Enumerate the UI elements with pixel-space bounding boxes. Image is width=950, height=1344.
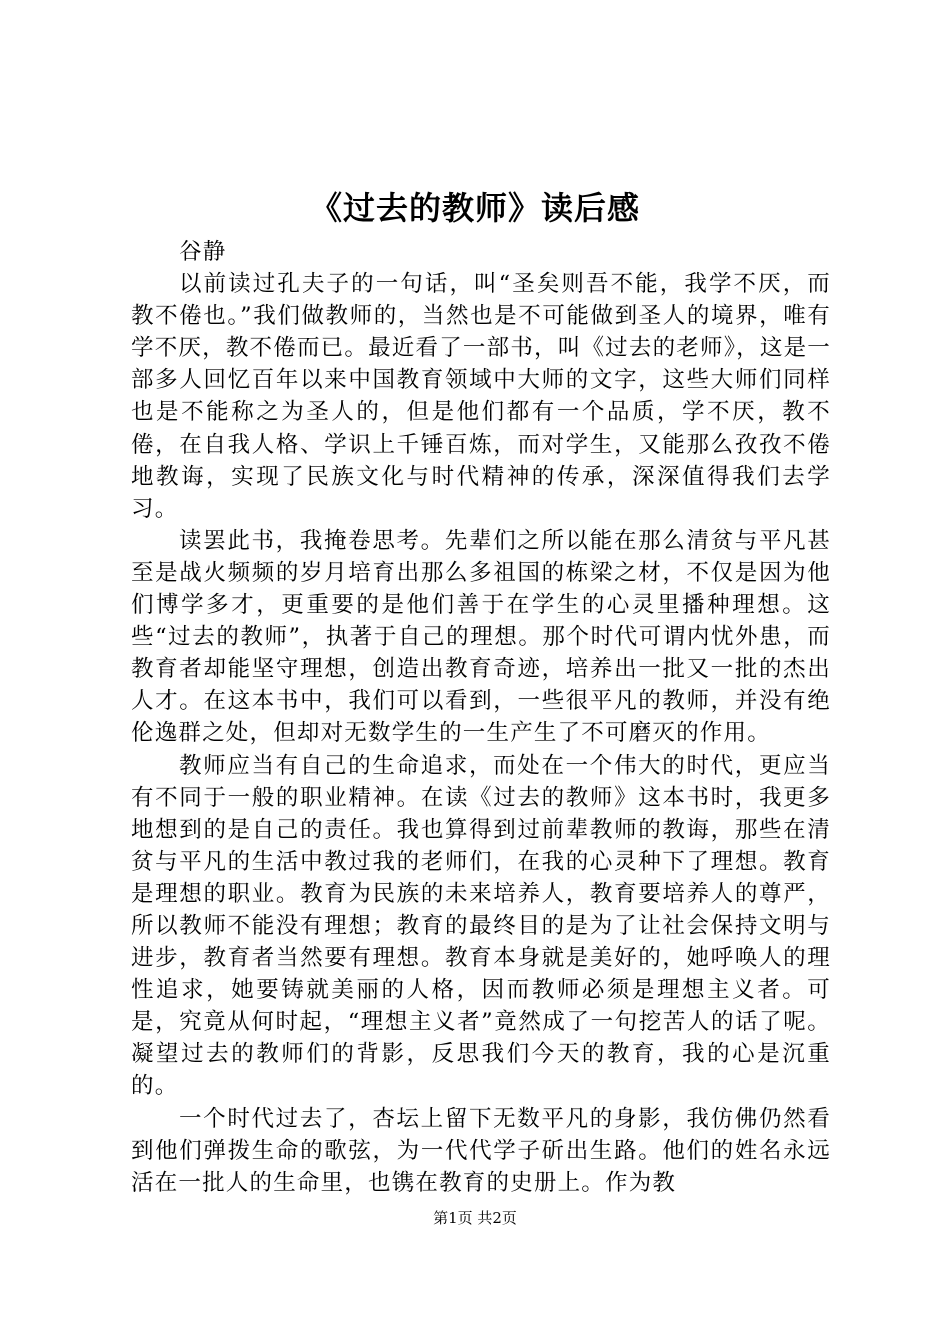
paragraph-3: 教师应当有自己的生命追求，而处在一个伟大的时代，更应当有不同于一般的职业精神。在读《过去的教师》这本书时，我更多地想到的是自己的责任。我也算得到过前辈教师的教诲，那些在清贫与平凡的生活中教过我的老师们，在我的心灵种下了理想。教育是理想的职业。教育为民族的未来培养人，教育要培养人的尊严，所以教师不能没有理想；教育的最终目的是为了让社会保持文明与进步，教育者当然要有理想。教育本身就是美好的，她呼唤人的理性追求，她要铸就美丽的人格，因而教师必须是理想主义者。可是，究竟从何时起，“理想主义者”竟然成了一句挖苦人的话了呢。凝望过去的教师们的背影，反思我们今天的教育，我的心是沉重的。 bbox=[131, 752, 831, 1100]
document-body bbox=[131, 236, 831, 1199]
paragraph-2: 读罢此书，我掩卷思考。先辈们之所以能在那么清贫与平凡甚至是战火频频的岁月培育出那么多祖国的栋梁之材，不仅是因为他们博学多才，更重要的是他们善于在学生的心灵里播种理想。这些“过去的教师”，执著于自己的理想。那个时代可谓内忧外患，而教育者却能坚守理想，创造出教育奇迹，培养出一批又一批的杰出人才。在这本书中，我们可以看到，一些很平凡的教师，并没有绝伦逸群之处，但却对无数学生的一生产生了不可磨灭的作用。 bbox=[131, 527, 831, 747]
document-title: 《过去的教师》读后感 bbox=[309, 189, 640, 227]
paragraph-4: 一个时代过去了，杏坛上留下无数平凡的身影，我仿佛仍然看到他们弹拨生命的歌弦，为一代代学子斫出生路。他们的姓名永远活在一批人的生命里，也镌在教育的史册上。作为教 bbox=[131, 1105, 831, 1196]
paragraph-1: 以前读过孔夫子的一句话，叫“圣矣则吾不能，我学不厌，而教不倦也。”我们做教师的，当然也是不可能做到圣人的境界，唯有学不厌，教不倦而已。最近看了一部书，叫《过去的老师》，这是一部多人回忆百年以来中国教育领域中大师的文字，这些大师们同样也是不能称之为圣人的，但是他们都有一个品质，学不厌，教不倦，在自我人格、学识上千锤百炼，而对学生，又能那么孜孜不倦地教诲，实现了民族文化与时代精神的传承，深深值得我们去学习。 bbox=[131, 271, 831, 522]
page-number-footer: 第1页 共2页 bbox=[433, 1209, 517, 1227]
author-name: 谷静 bbox=[179, 239, 227, 265]
